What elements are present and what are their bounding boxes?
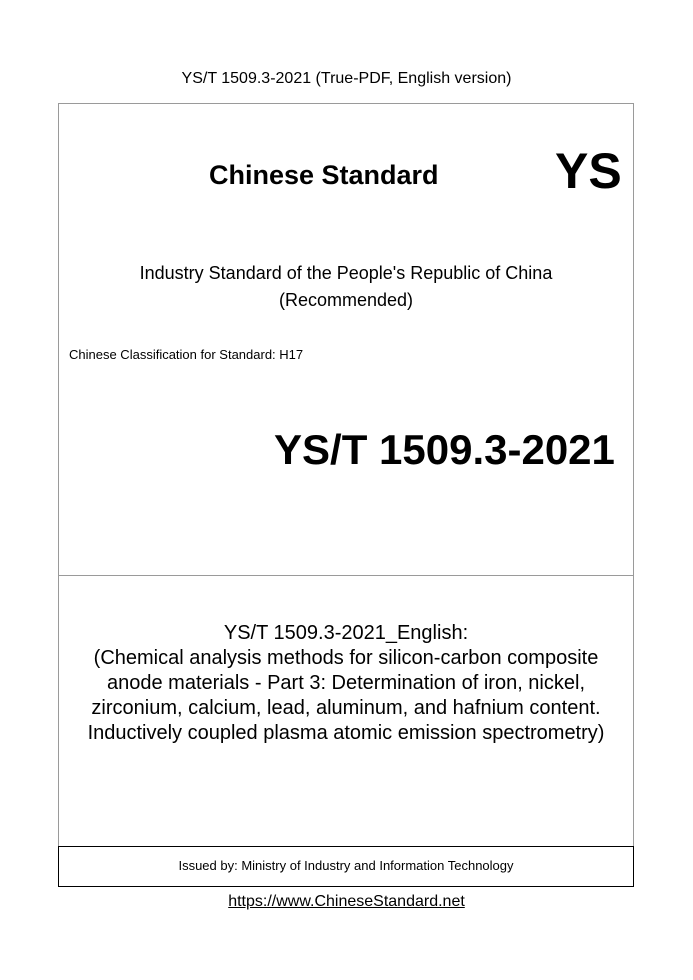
recommended-label: (Recommended) xyxy=(278,290,414,310)
description-line: zirconium, calcium, lead, aluminum, and hafnium content. xyxy=(91,697,601,719)
industry-statement xyxy=(59,260,633,314)
description-line: (Chemical analysis methods for silicon-carbon composite xyxy=(93,647,599,669)
footer xyxy=(0,893,693,911)
description-line: anode materials - Part 3: Determination of iron, nickel, xyxy=(107,672,585,694)
cover-frame xyxy=(58,103,634,887)
website-link[interactable]: https://www.ChineseStandard.net xyxy=(228,893,465,910)
description-line: YS/T 1509.3-2021_English: xyxy=(223,622,469,644)
standard-code: YS xyxy=(555,143,622,199)
description-line: Inductively coupled plasma atomic emission spectrometry) xyxy=(87,722,605,744)
document-description xyxy=(59,621,633,746)
classification-label: Chinese Classification for Standard: H17 xyxy=(69,347,304,362)
industry-line: Industry Standard of the People's Republic of China xyxy=(139,263,553,283)
standard-title: Chinese Standard xyxy=(209,160,439,190)
cover-top-section xyxy=(59,104,633,576)
document-header: YS/T 1509.3-2021 (True-PDF, English version) xyxy=(181,70,512,87)
document-number: YS/T 1509.3-2021 xyxy=(274,426,615,473)
issuer-box: Issued by: Ministry of Industry and Information Technology xyxy=(58,846,634,887)
